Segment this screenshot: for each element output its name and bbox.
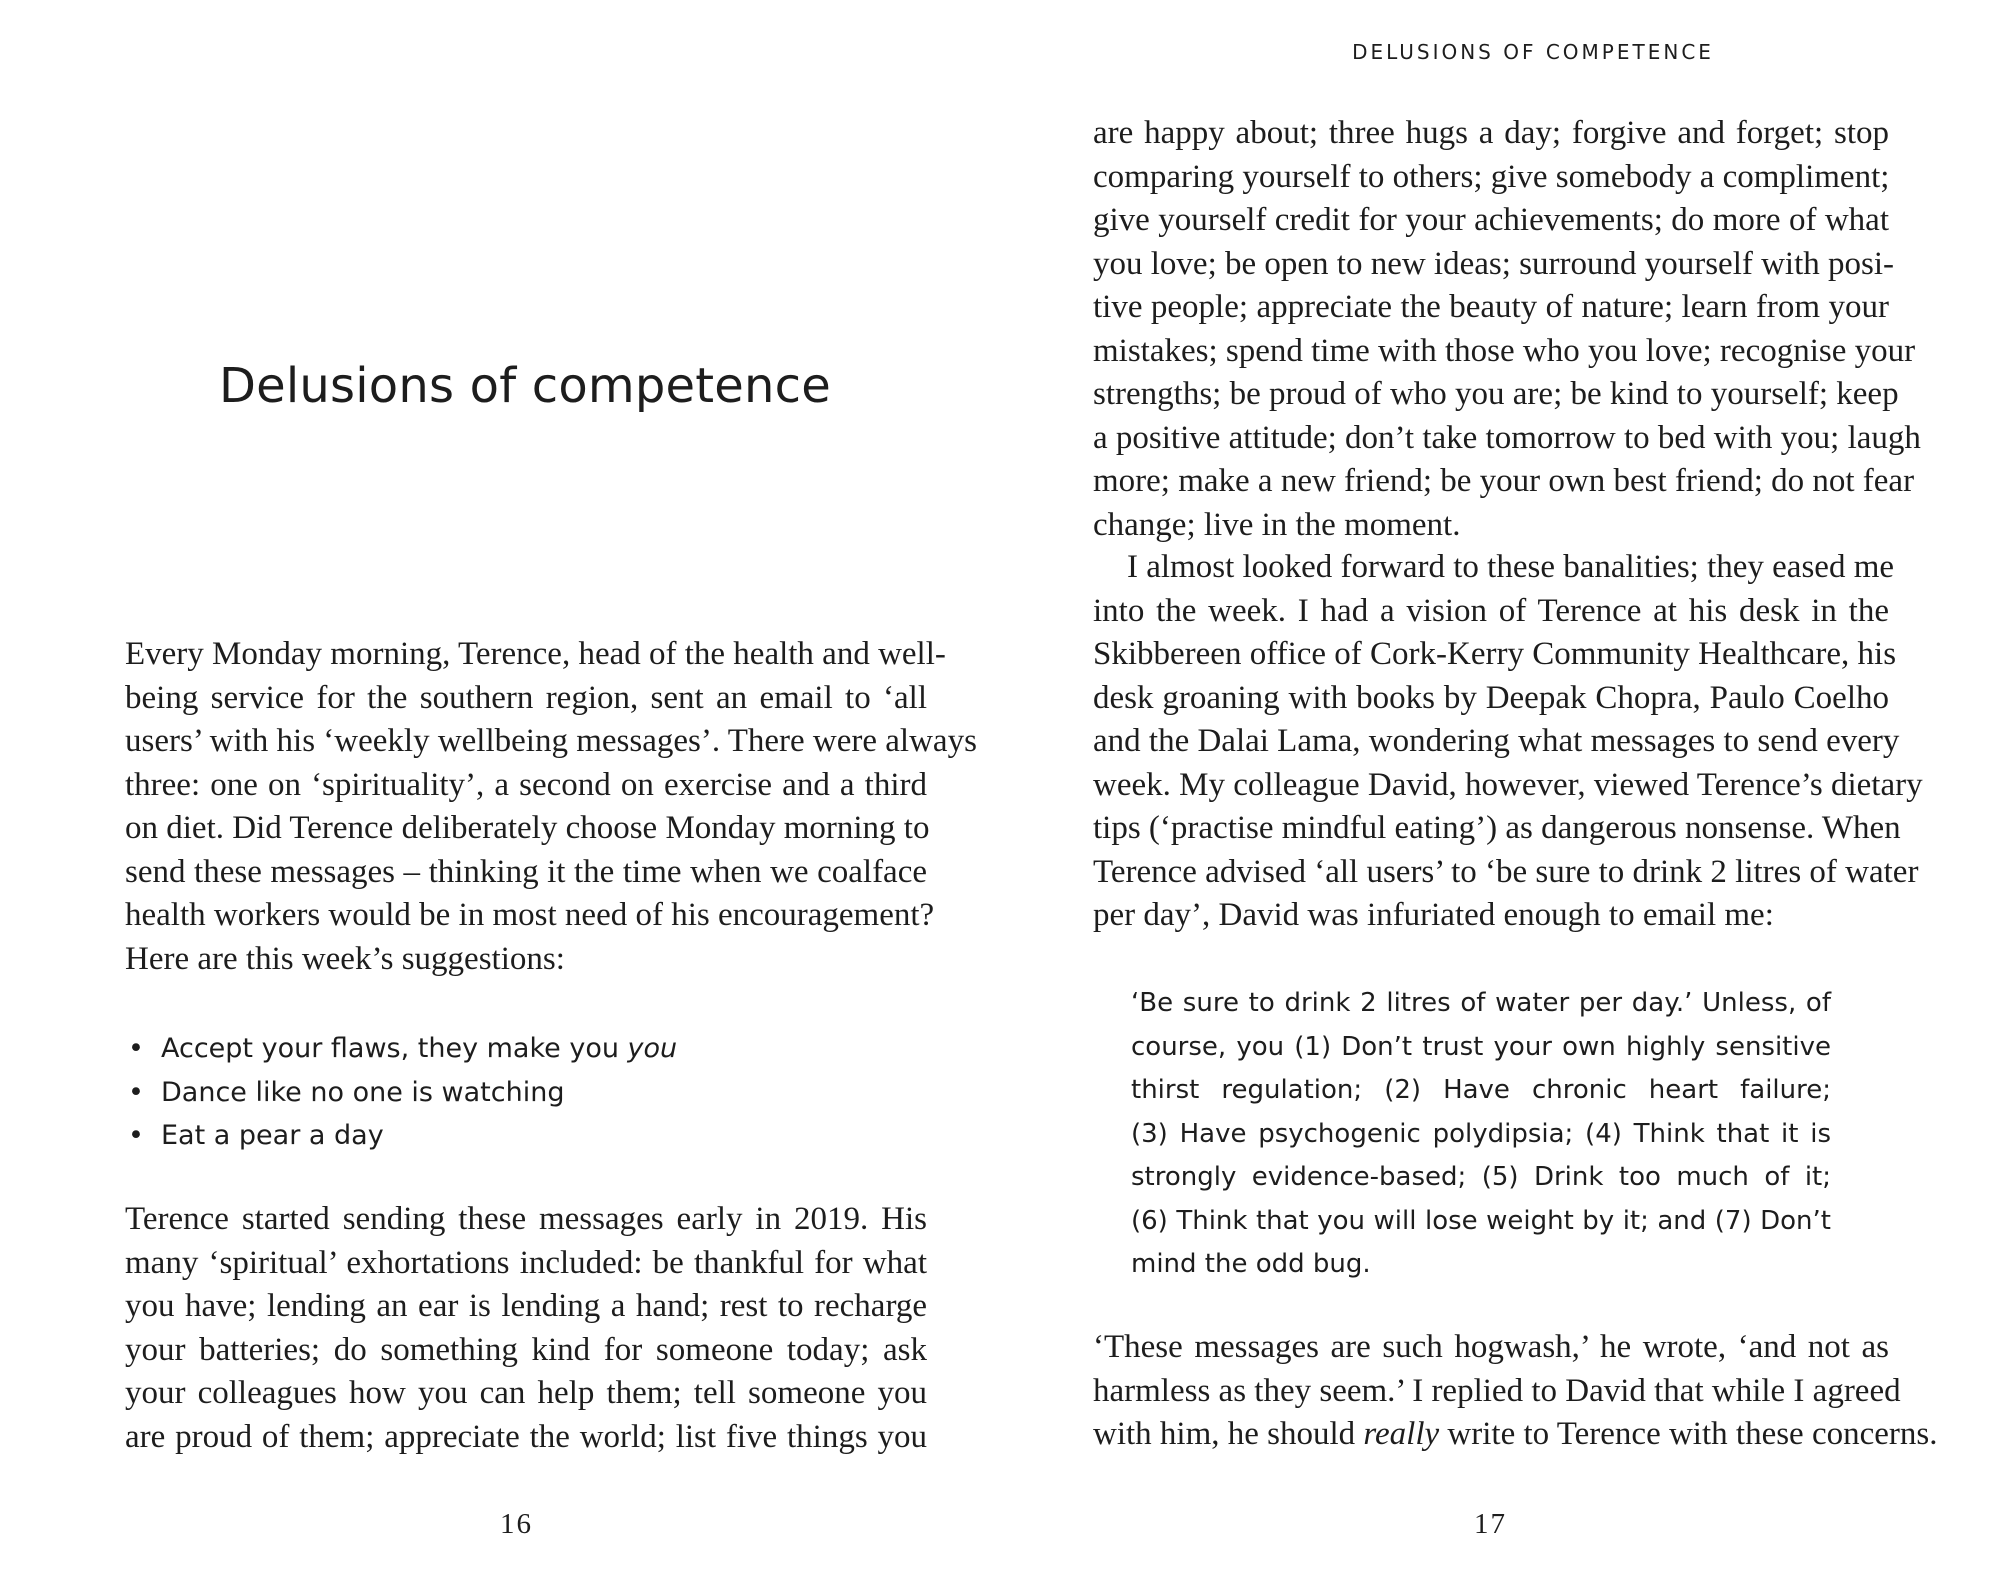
text-line: desk groaning with books by Deepak Chopra, Paulo Coelho bbox=[1093, 679, 1889, 716]
text-emphasis: really bbox=[1363, 1416, 1440, 1452]
list-item-text: Accept your flaws, they make you bbox=[161, 1033, 628, 1064]
text-line: you have; lending an ear is lending a hand; rest to recharge bbox=[125, 1288, 927, 1324]
text-line: a positive attitude; don’t take tomorrow to bed with you; laugh bbox=[1093, 419, 1921, 456]
quote-line: (3) Have psychogenic polydipsia; (4) Think that it is bbox=[1131, 1118, 1831, 1149]
right-paragraph-3 bbox=[1093, 1326, 1938, 1457]
text-line: into the week. I had a vision of Terence at his desk in the bbox=[1093, 592, 1889, 629]
text-line: week. My colleague David, however, viewed Terence’s dietary bbox=[1093, 766, 1923, 803]
text-line: health workers would be in most need of his encouragement? bbox=[125, 897, 935, 933]
text-line: harmless as they seem.’ I replied to David that while I agreed bbox=[1093, 1372, 1901, 1409]
bullet-icon: • bbox=[128, 1076, 144, 1108]
text-segment: write to Terence with these concerns. bbox=[1439, 1416, 1938, 1452]
list-item bbox=[125, 1114, 925, 1158]
text-line: are happy about; three hugs a day; forgive and forget; stop bbox=[1093, 115, 1889, 151]
text-line: your batteries; do something kind for someone today; ask bbox=[125, 1331, 927, 1368]
right-page bbox=[1000, 0, 2000, 1591]
bullet-icon: • bbox=[128, 1033, 144, 1064]
bullet-icon: • bbox=[128, 1120, 144, 1151]
text-line: strengths; be proud of who you are; be kind to yourself; keep bbox=[1093, 376, 1899, 412]
text-segment: with him, he should bbox=[1093, 1416, 1364, 1452]
text-line bbox=[1093, 1413, 1938, 1457]
quote-line: (6) Think that you will lose weight by it; and (7) Don’t bbox=[1131, 1205, 1831, 1236]
text-line: tive people; appreciate the beauty of nature; learn from your bbox=[1093, 289, 1889, 325]
page-number: 17 bbox=[1474, 1508, 1507, 1540]
text-line: many ‘spiritual’ exhortations included: be thankful for what bbox=[125, 1244, 927, 1281]
quote-line: ‘Be sure to drink 2 litres of water per day.’ Unless, of bbox=[1131, 988, 1831, 1018]
suggestion-list bbox=[125, 1027, 925, 1158]
text-line: send these messages – thinking it the time when we coalface bbox=[125, 853, 927, 890]
list-item bbox=[125, 1071, 925, 1115]
quote-line: strongly evidence-based; (5) Drink too much of it; bbox=[1131, 1162, 1831, 1192]
left-paragraph-2 bbox=[125, 1198, 927, 1459]
text-line: more; make a new friend; be your own best friend; do not fear bbox=[1093, 463, 1915, 499]
text-line: mistakes; spend time with those who you love; recognise your bbox=[1093, 332, 1916, 369]
chapter-title: Delusions of competence bbox=[219, 358, 831, 414]
list-item-text: Eat a pear a day bbox=[161, 1120, 384, 1151]
quote-line: course, you (1) Don’t trust your own highly sensitive bbox=[1131, 1031, 1831, 1062]
quote-line: mind the odd bug. bbox=[1131, 1249, 1371, 1279]
text-line: are proud of them; appreciate the world; list five things you bbox=[125, 1418, 927, 1455]
text-line: tips (‘practise mindful eating’) as dangerous nonsense. When bbox=[1093, 810, 1901, 846]
text-line: ‘These messages are such hogwash,’ he wrote, ‘and not as bbox=[1093, 1329, 1889, 1365]
text-line: users’ with his ‘weekly wellbeing messages’. There were always bbox=[125, 723, 977, 759]
text-line: Here are this week’s suggestions: bbox=[125, 940, 565, 977]
text-line: on diet. Did Terence deliberately choose Monday morning to bbox=[125, 810, 930, 846]
quote-line: thirst regulation; (2) Have chronic heart failure; bbox=[1131, 1075, 1831, 1105]
list-item bbox=[125, 1027, 925, 1071]
text-line: give yourself credit for your achievements; do more of what bbox=[1093, 202, 1889, 238]
text-line: being service for the southern region, sent an email to ‘all bbox=[125, 679, 927, 716]
text-line: change; live in the moment. bbox=[1093, 506, 1461, 543]
text-line: Skibbereen office of Cork-Kerry Community Healthcare, his bbox=[1093, 636, 1897, 672]
page-number: 16 bbox=[500, 1508, 533, 1540]
text-line: per day’, David was infuriated enough to email me: bbox=[1093, 897, 1774, 933]
text-line: three: one on ‘spirituality’, a second on exercise and a third bbox=[125, 766, 927, 803]
text-line: Terence started sending these messages early in 2019. His bbox=[125, 1201, 927, 1237]
right-paragraph-1 bbox=[1093, 112, 1921, 547]
text-line: your colleagues how you can help them; tell someone you bbox=[125, 1375, 927, 1411]
text-line: Terence advised ‘all users’ to ‘be sure to drink 2 litres of water bbox=[1093, 853, 1919, 890]
right-paragraph-2 bbox=[1093, 546, 1923, 938]
left-paragraph-1 bbox=[125, 633, 977, 981]
list-item-text: Dance like no one is watching bbox=[161, 1076, 565, 1108]
text-line: Every Monday morning, Terence, head of the health and well- bbox=[125, 636, 946, 672]
text-line: and the Dalai Lama, wondering what messages to send every bbox=[1093, 723, 1900, 759]
text-line: I almost looked forward to these banalities; they eased me bbox=[1127, 549, 1895, 585]
text-line: comparing yourself to others; give somebody a compliment; bbox=[1093, 158, 1890, 195]
text-line: you love; be open to new ideas; surround yourself with posi- bbox=[1093, 245, 1895, 282]
list-item-emphasis: you bbox=[627, 1033, 678, 1064]
email-quote bbox=[1131, 982, 1831, 1287]
running-head: DELUSIONS OF COMPETENCE bbox=[1352, 40, 1714, 64]
